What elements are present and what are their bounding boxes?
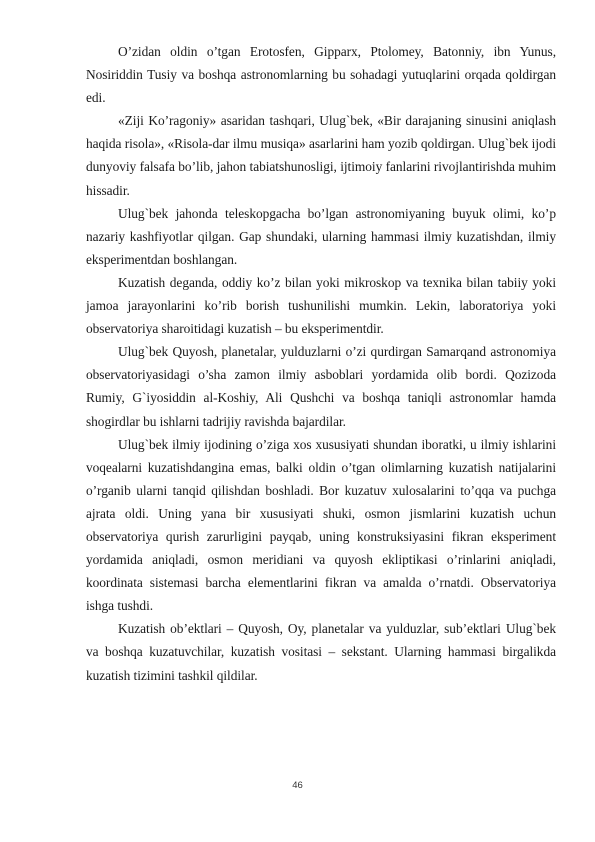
paragraph-works: «Ziji Ko’ragoniy» asaridan tashqari, Ulug`bek, «Bir darajaning sinusini aniqlash haqida risola», «Risola-dar ilmu musiqa» asarlarini ham yozib qoldirgan. Ulug`bek ijodi dunyoviy falsafa bo’lib, jahon tabiatshunosligi, ijtimoiy fanlarini rivojlantirishda muhim hissadir.	[86, 113, 556, 198]
paragraph-discoveries: Ulug`bek jahonda teleskopgacha bo’lgan astronomiyaning buyuk olimi, ko’p nazariy kashfiyotlar qilgan. Gap shundaki, ularning hammasi ilmiy kuzatishdan, ilmiy eksperimentdan boshlangan.	[86, 205, 556, 267]
document-page	[86, 40, 556, 687]
paragraph-astronomers: O’zidan oldin o’tgan Erotosfen, Gipparx, Ptolomey, Batonniy, ibn Yunus, Nosiriddin Tusiy va boshqa astronomlarning bu sohadagi yutuqlarini orqada qoldirgan edi.	[86, 44, 556, 106]
paragraph-observation-definition: Kuzatish deganda, oddiy ko’z bilan yoki mikroskop va texnika bilan tabiiy yoki jamoa jarayonlarini ko’rib borish tushunilishi mumkin. Lekin, laboratoriya yoki observatoriya sharoitidagi kuzatish – bu eksperimentdir.	[86, 274, 556, 337]
paragraph-scientific-method: Ulug`bek ilmiy ijodining o’ziga xos xususiyati shundan iboratki, u ilmiy ishlarini voqealarni kuzatishdangina emas, balki oldin o’tgan olimlarning kuzatish natijalarini o’rganib ularni tanqid qilishdan boshladi. Bor kuzatuv xulosalarini to’qqa va puchga ajrata oldi. Uning yana bir xususiyati shuki, osmon jismlarini kuzatish uchun observatoriya qurish zarurligini payqab, uning konstruksiyasini fikran eksperiment yordamida aniqladi, osmon meridiani va quyosh ekliptikasi o’rinlarini aniqladi, koordinata sistemasi barcha elementlarini fikran va amalda o’rnatdi. Observatoriya ishga tushdi.	[86, 436, 556, 614]
paragraph-observatory-work: Ulug`bek Quyosh, planetalar, yulduzlarni o’zi qurdirgan Samarqand astronomiya observatoriyasidagi o’sha zamon ilmiy asboblari yordamida olib bordi. Qozizoda Rumiy, G`iyosiddin al-Koshiy, Ali Qushchi va boshqa taniqli astronomlar hamda shogirdlar bu ishlarni tadrijiy ravishda bajardilar.	[86, 344, 556, 429]
page-number: 46	[292, 780, 303, 791]
paragraph-observation-objects: Kuzatish ob’ektlari – Quyosh, Oy, planetalar va yulduzlar, sub’ektlari Ulug`bek va boshqa kuzatuvchilar, kuzatish vositasi – sekstant. Ularning hammasi birgalikda kuzatish tizimini tashkil qildilar.	[86, 621, 556, 683]
